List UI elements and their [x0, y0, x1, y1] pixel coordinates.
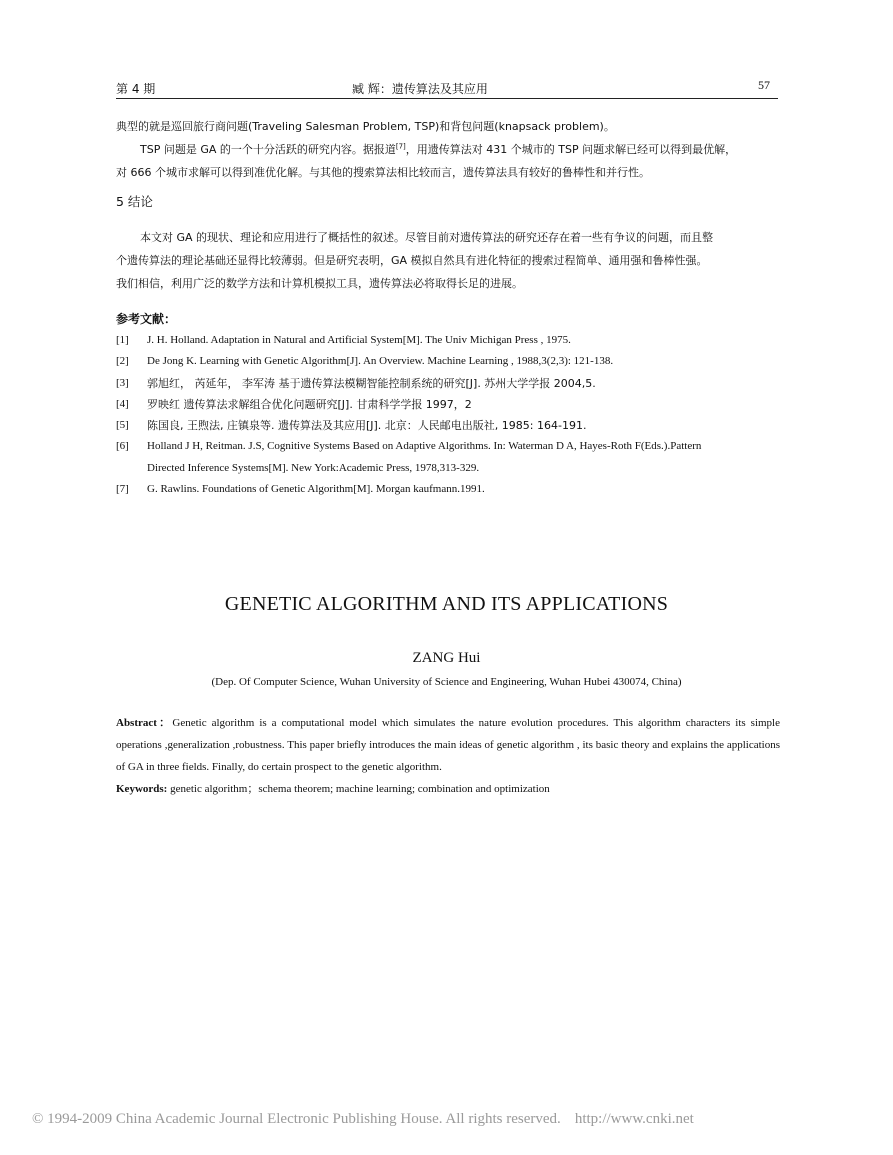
english-abstract	[116, 712, 780, 778]
text-span: TSP 问题是 GA 的一个十分活跃的研究内容。据报道	[140, 143, 396, 156]
copyright-text: © 1994-2009 China Academic Journal Electronic Publishing House. All rights reserved.	[32, 1111, 561, 1127]
text-line: 本文对 GA 的现状、理论和应用进行了概括性的叙述。尽管目前对遗传算法的研究还存在着一些有争议的问题，而且整	[140, 231, 714, 244]
reference-item	[116, 436, 780, 457]
reference-item	[116, 415, 780, 436]
reference-number: [4]	[116, 397, 129, 410]
english-author: ZANG Hui	[412, 650, 481, 666]
page-number: 57	[758, 78, 770, 92]
text-line: 对 666 个城市求解可以得到准优化解。与其他的搜索算法相比较而言，遗传算法具有较好的鲁棒性和并行性。	[116, 166, 650, 179]
issue-number: 第 4 期	[116, 82, 156, 96]
reference-number: [6]	[116, 440, 129, 453]
footer-url-link[interactable]: http://www.cnki.net	[574, 1111, 694, 1127]
reference-text: G. Rawlins. Foundations of Genetic Algorithm[M]. Morgan kaufmann.1991.	[147, 483, 485, 496]
english-keywords	[116, 778, 780, 800]
english-title: GENETIC ALGORITHM AND ITS APPLICATIONS	[224, 593, 669, 615]
reference-text: J. H. Holland. Adaptation in Natural and Artificial System[M]. The Univ Michigan Press , 1975.	[147, 334, 571, 346]
reference-text: 罗映红 遗传算法求解组合优化问题研究[J]. 甘肃科学学报 1997，2	[147, 397, 472, 411]
reference-text: De Jong K. Learning with Genetic Algorithm[J]. An Overview. Machine Learning , 1988,3(2,3): 121-138.	[147, 355, 614, 368]
keywords-text: genetic algorithm；schema theorem; machine learning; combination and optimization	[167, 783, 550, 795]
abstract-label: Abstract：	[116, 717, 173, 729]
reference-number: [2]	[116, 355, 129, 368]
reference-list	[116, 330, 780, 500]
reference-number: [3]	[116, 376, 129, 389]
keywords-label: Keywords:	[116, 783, 168, 795]
text-span: ，用遗传算法对 431 个城市的 TSP 问题求解已经可以得到最优解，	[405, 143, 737, 156]
reference-item-continuation	[116, 458, 780, 479]
reference-number: [7]	[116, 483, 129, 496]
text-line: 个遗传算法的理论基础还显得比较薄弱。但是研究表明，GA 模拟自然具有进化特征的搜索过程简单、通用强和鲁棒性强。	[116, 254, 708, 267]
reference-item	[116, 330, 780, 351]
references-heading: 参考文献：	[116, 312, 177, 326]
english-affiliation: (Dep. Of Computer Science, Wuhan University of Science and Engineering, Wuhan Hubei 430074, China)	[211, 676, 682, 688]
paragraph-tsp-intro	[116, 115, 780, 184]
reference-item	[116, 373, 780, 394]
running-header	[116, 78, 778, 99]
reference-number: [1]	[116, 334, 129, 346]
text-line: 我们相信，利用广泛的数学方法和计算机模拟工具，遗传算法必将取得长足的进展。	[116, 277, 523, 290]
abstract-text: Genetic algorithm is a computational model which simulates the nature evolution procedures. This algorithm characters its simple operations ,generalization ,robustness. This paper briefly introduces the main ideas of genetic algorithm , its basic theory and explains the applications of GA in three fields. Finally, do certain prospect to the genetic algorithm.	[116, 717, 780, 773]
reference-text: 郭旭红， 芮延年， 李军涛 基于遗传算法模糊智能控制系统的研究[J]. 苏州大学学报 2004,5.	[147, 376, 596, 390]
running-title: 臧 辉：遗传算法及其应用	[352, 82, 488, 96]
paragraph-conclusion	[116, 226, 780, 295]
text-line	[116, 138, 780, 161]
copyright-footer	[32, 1111, 694, 1128]
reference-item	[116, 351, 780, 372]
reference-number: [5]	[116, 419, 129, 432]
reference-item	[116, 394, 780, 415]
reference-item	[116, 479, 780, 500]
reference-text: Directed Inference Systems[M]. New York:Academic Press, 1978,313-329.	[147, 461, 480, 474]
section-heading-conclusion: 5 结论	[116, 194, 153, 209]
text-line: 典型的就是巡回旅行商问题(Traveling Salesman Problem, TSP)和背包问题(knapsack problem)。	[116, 120, 615, 133]
reference-text: 陈国良, 王煦法, 庄镇泉等. 遗传算法及其应用[J]. 北京：人民邮电出版社, 1985: 164-191.	[147, 419, 587, 433]
citation-superscript[interactable]: [7]	[395, 142, 406, 151]
reference-text: Holland J H, Reitman. J.S, Cognitive Systems Based on Adaptive Algorithms. In: Waterman D A, Hayes-Roth F(Eds.).Pattern	[147, 440, 702, 453]
